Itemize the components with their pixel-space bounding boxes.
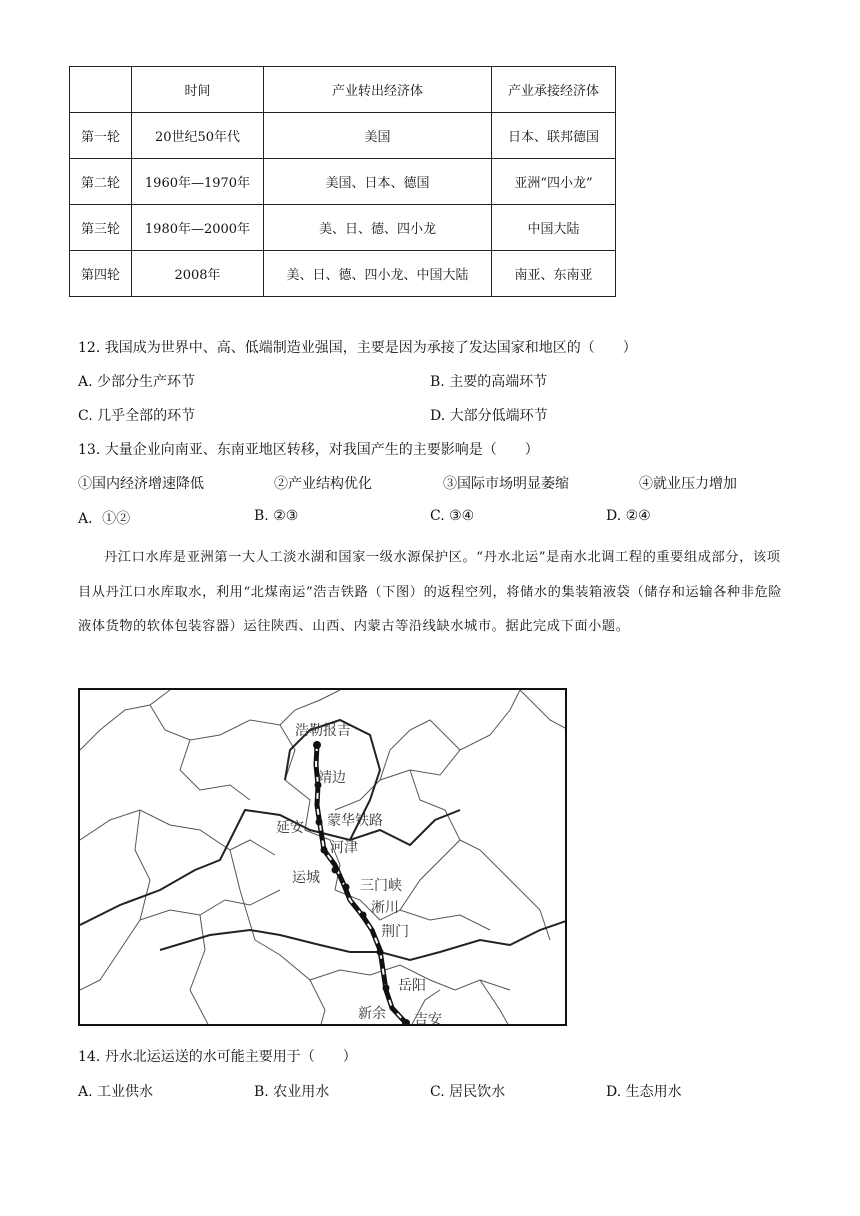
table-cell: 亚洲“四小龙”: [492, 159, 616, 205]
station-dot: [377, 949, 384, 956]
map-label: 荆门: [381, 924, 409, 940]
q13-option-d[interactable]: D. ②④: [606, 508, 651, 524]
q12-option-c[interactable]: C. 几乎全部的环节: [78, 408, 196, 424]
table-cell: 第四轮: [70, 251, 132, 297]
map-label: 蒙华铁路: [327, 813, 383, 829]
q13-option-a[interactable]: A．①②: [78, 511, 131, 527]
question-12-stem: 12. 我国成为世界中、高、低端制造业强国，主要是因为承接了发达国家和地区的（ ）: [78, 340, 637, 356]
q14-option-d[interactable]: D. 生态用水: [606, 1084, 682, 1100]
table-cell: 第三轮: [70, 205, 132, 251]
table-row: [70, 113, 616, 159]
map-label: 三门峡: [360, 878, 402, 894]
question-14-stem: 14. 丹水北运运送的水可能主要用于（ ）: [78, 1049, 357, 1065]
table-cell: 第二轮: [70, 159, 132, 205]
table-header-cell: [70, 67, 132, 113]
map-label: 延安: [276, 820, 304, 836]
map-label: 淅川: [371, 900, 399, 916]
reading-passage: 丹江口水库是亚洲第一大人工淡水湖和国家一级水源保护区。“丹水北运”是南水北调工程的重要组成部分，该项目从丹江口水库取水，利用“北煤南运”浩吉铁路（下图）的返程空列，将储水的集装箱液袋（储存和运输各种非危险液体货物的软体包装容器）运往陕西、山西、内蒙古等沿线缺水城市。据此完成下面小题。: [78, 550, 783, 634]
map-label: 浩勒报吉: [295, 723, 351, 739]
table-cell: 美国: [264, 113, 492, 159]
table-row: [70, 251, 616, 297]
map-label: 靖边: [318, 770, 346, 786]
q13-option-b[interactable]: B. ②③: [254, 508, 299, 524]
station-dot: [343, 884, 350, 891]
map-label: 新余: [358, 1006, 386, 1022]
table-cell: 第一轮: [70, 113, 132, 159]
q13-item-2: ②产业结构优化: [274, 476, 372, 492]
q12-option-b[interactable]: B. 主要的高端环节: [430, 374, 548, 390]
map-label: 运城: [292, 870, 320, 886]
station-dot: [316, 819, 323, 826]
station-dot: [383, 985, 390, 992]
table-cell: 1960年—1970年: [132, 159, 264, 205]
table-row: [70, 205, 616, 251]
province-borders: [80, 690, 567, 1026]
map-drawing: [80, 690, 567, 1026]
q13-option-c[interactable]: C. ③④: [430, 508, 475, 524]
table-cell: 中国大陆: [492, 205, 616, 251]
q12-option-d[interactable]: D. 大部分低端环节: [430, 408, 548, 424]
table-cell: 美、日、德、四小龙、中国大陆: [264, 251, 492, 297]
question-13-stem: 13. 大量企业向南亚、东南亚地区转移，对我国产生的主要影响是（ ）: [78, 442, 539, 458]
map-label: 吉安: [414, 1012, 442, 1028]
railway-map: [78, 688, 567, 1026]
q13-item-1: ①国内经济增速降低: [78, 476, 204, 492]
station-dot: [332, 867, 339, 874]
table-header-cell: 产业承接经济体: [492, 67, 616, 113]
map-label: 河津: [330, 840, 358, 856]
q12-option-a[interactable]: A. 少部分生产环节: [78, 374, 196, 390]
table-cell: 20世纪50年代: [132, 113, 264, 159]
map-label: 岳阳: [398, 978, 426, 994]
q14-option-c[interactable]: C. 居民饮水: [430, 1084, 506, 1100]
station-dot: [313, 741, 321, 749]
table-cell: 美国、日本、德国: [264, 159, 492, 205]
table-row: [70, 159, 616, 205]
q13-item-4: ④就业压力增加: [639, 476, 737, 492]
q14-option-a[interactable]: A. 工业供水: [78, 1084, 154, 1100]
q14-option-b[interactable]: B. 农业用水: [254, 1084, 330, 1100]
table-header-cell: 产业转出经济体: [264, 67, 492, 113]
table-cell: 日本、联邦德国: [492, 113, 616, 159]
table-cell: 南亚、东南亚: [492, 251, 616, 297]
table-header-row: [70, 67, 616, 113]
table-header-cell: 时间: [132, 67, 264, 113]
station-dot: [321, 847, 328, 854]
station-dot: [360, 912, 367, 919]
table-cell: 2008年: [132, 251, 264, 297]
q13-item-3: ③国际市场明显萎缩: [443, 476, 569, 492]
table-cell: 1980年—2000年: [132, 205, 264, 251]
map-labels: [276, 722, 442, 1026]
table-cell: 美、日、德、四小龙: [264, 205, 492, 251]
industry-transfer-table: [69, 66, 616, 297]
